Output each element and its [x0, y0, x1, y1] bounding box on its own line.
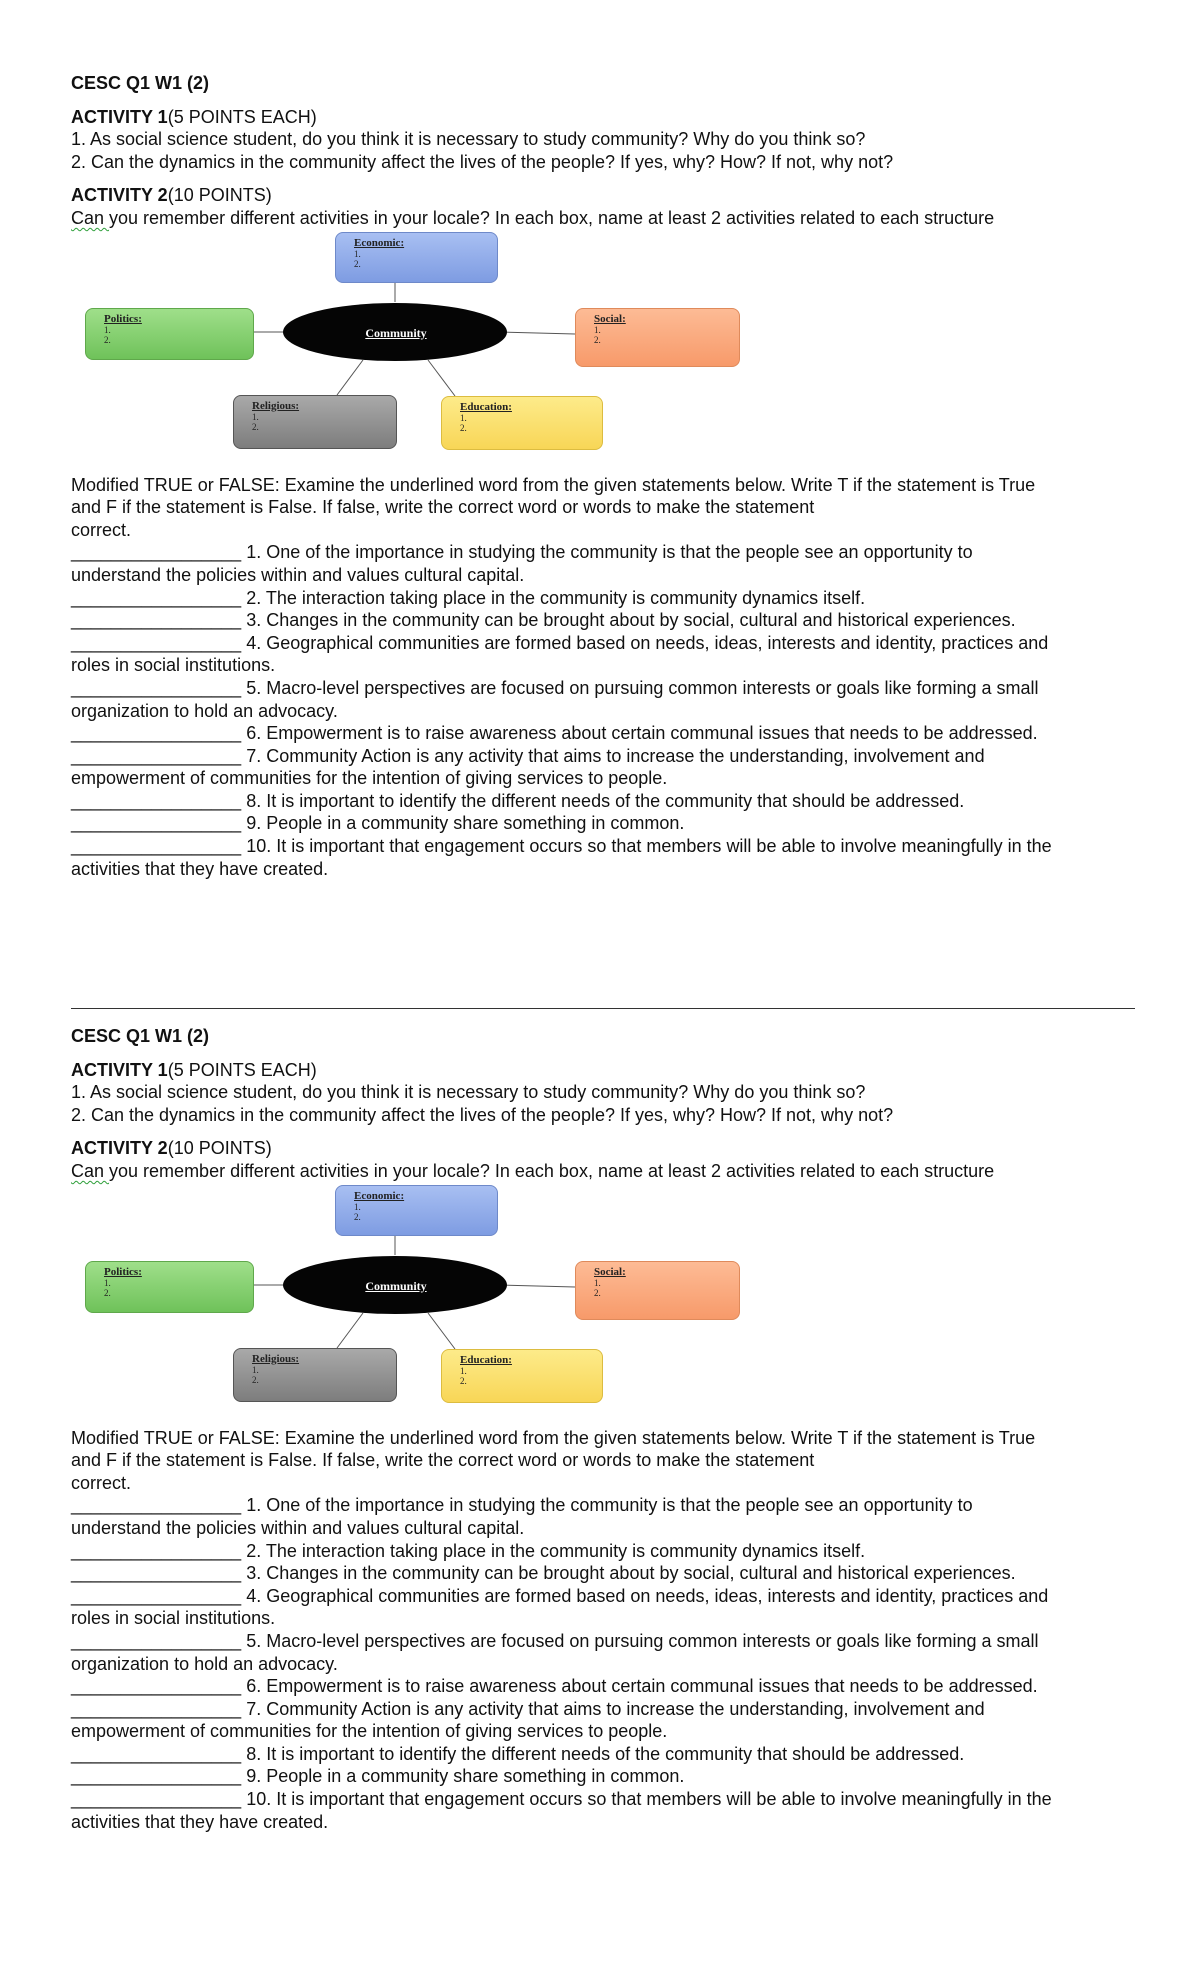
answer-blank[interactable]: _________________ [71, 813, 242, 834]
answer-blank[interactable]: _________________ [71, 1563, 242, 1584]
activity2-heading-label: ACTIVITY 2 [71, 185, 168, 206]
true-false-item [71, 835, 1134, 880]
diagram-center-label: Community [365, 325, 427, 340]
worksheet-copy-top [71, 72, 1134, 880]
answer-blank[interactable]: _________________ [71, 745, 242, 766]
item-statement: 6. Empowerment is to raise awareness about certain communal issues that needs to be addressed. [246, 1676, 1038, 1697]
answer-blank[interactable]: _________________ [71, 677, 242, 698]
activity1-heading [71, 106, 1134, 129]
politics-box: Politics: 1. 2. [85, 1261, 254, 1313]
true-false-instruction: correct. [71, 519, 132, 540]
true-false-instruction: Modified TRUE or FALSE: Examine the underlined word from the given statements below. Write T if the statement is True [71, 474, 1036, 495]
true-false-item [71, 1675, 1134, 1698]
true-false-items [71, 1494, 1134, 1833]
spellcheck-underline: Can [71, 207, 110, 228]
activity2-heading [71, 184, 1134, 207]
worksheet-copy-bottom [71, 1025, 1134, 1833]
activity1-question: 1. As social science student, do you think it is necessary to study community? Why do you think so? [71, 129, 866, 150]
item-statement-continued: activities that they have created. [71, 1811, 329, 1832]
item-statement: 4. Geographical communities are formed based on needs, ideas, interests and identity, practices and [246, 632, 1049, 653]
education-box: Education: 1. 2. [441, 396, 603, 450]
item-statement-continued: understand the policies within and values cultural capital. [71, 564, 525, 585]
answer-blank[interactable]: _________________ [71, 1540, 242, 1561]
item-statement: 9. People in a community share something in common. [246, 813, 685, 834]
true-false-item [71, 1540, 1134, 1563]
community-structure-diagram [73, 1185, 753, 1417]
true-false-item [71, 1562, 1134, 1585]
answer-blank[interactable]: _________________ [71, 1676, 242, 1697]
true-false-item [71, 541, 1134, 586]
activity2-heading [71, 1137, 1134, 1160]
social-box: Social: 1. 2. [575, 308, 740, 367]
economic-box: Economic: 1. 2. [335, 232, 498, 283]
activity1-heading-points: (5 POINTS EACH) [167, 1059, 317, 1080]
item-statement: 1. One of the importance in studying the community is that the people see an opportunity to [246, 1495, 973, 1516]
item-statement: 4. Geographical communities are formed based on needs, ideas, interests and identity, practices and [246, 1585, 1049, 1606]
true-false-item [71, 1698, 1134, 1743]
true-false-item [71, 1743, 1134, 1766]
true-false-instruction: and F if the statement is False. If false, write the correct word or words to make the statement [71, 1450, 815, 1471]
spellcheck-underline: Can [71, 1160, 110, 1181]
answer-blank[interactable]: _________________ [71, 1789, 242, 1810]
answer-blank[interactable]: _________________ [71, 587, 242, 608]
item-statement: 5. Macro-level perspectives are focused on pursuing common interests or goals like forming a small [246, 1630, 1039, 1651]
activity1-heading-label: ACTIVITY 1 [71, 1059, 168, 1080]
item-statement: 10. It is important that engagement occurs so that members will be able to involve meaningfully in the [246, 1789, 1052, 1810]
economic-box: Economic: 1. 2. [335, 1185, 498, 1236]
true-false-item [71, 587, 1134, 610]
activity1-question: 2. Can the dynamics in the community affect the lives of the people? If yes, why? How? If not, why not? [71, 1104, 894, 1125]
worksheet-title: CESC Q1 W1 (2) [71, 73, 210, 93]
religious-box: Religious: 1. 2. [233, 1348, 397, 1402]
true-false-item [71, 1630, 1134, 1675]
true-false-item [71, 745, 1134, 790]
answer-blank[interactable]: _________________ [71, 1698, 242, 1719]
activity1-question: 2. Can the dynamics in the community affect the lives of the people? If yes, why? How? If not, why not? [71, 151, 894, 172]
item-statement-continued: roles in social institutions. [71, 655, 276, 676]
item-statement: 8. It is important to identify the different needs of the community that should be addressed. [246, 790, 965, 811]
true-false-item [71, 1494, 1134, 1539]
diagram-center-label: Community [365, 1278, 427, 1293]
item-statement-continued: activities that they have created. [71, 858, 329, 879]
activity2-heading-label: ACTIVITY 2 [71, 1138, 168, 1159]
politics-box: Politics: 1. 2. [85, 308, 254, 360]
true-false-item [71, 677, 1134, 722]
answer-blank[interactable]: _________________ [71, 723, 242, 744]
item-statement-continued: understand the policies within and values cultural capital. [71, 1517, 525, 1538]
true-false-item [71, 1585, 1134, 1630]
item-statement: 7. Community Action is any activity that aims to increase the understanding, involvement and [246, 1698, 985, 1719]
item-statement: 8. It is important to identify the different needs of the community that should be addressed. [246, 1743, 965, 1764]
true-false-item [71, 632, 1134, 677]
item-statement-continued: empowerment of communities for the intention of giving services to people. [71, 768, 668, 789]
item-statement: 2. The interaction taking place in the community is community dynamics itself. [246, 587, 866, 608]
education-box: Education: 1. 2. [441, 1349, 603, 1403]
item-statement-continued: organization to hold an advocacy. [71, 700, 338, 721]
item-statement: 6. Empowerment is to raise awareness about certain communal issues that needs to be addressed. [246, 723, 1038, 744]
answer-blank[interactable]: _________________ [71, 610, 242, 631]
activity1-heading [71, 1059, 1134, 1082]
activity2-heading-points: (10 POINTS) [167, 185, 272, 206]
item-statement-continued: empowerment of communities for the intention of giving services to people. [71, 1721, 668, 1742]
answer-blank[interactable]: _________________ [71, 1585, 242, 1606]
activity1-question: 1. As social science student, do you think it is necessary to study community? Why do you think so? [71, 1082, 866, 1103]
true-false-instruction: Modified TRUE or FALSE: Examine the underlined word from the given statements below. Write T if the statement is True [71, 1427, 1036, 1448]
item-statement: 2. The interaction taking place in the community is community dynamics itself. [246, 1540, 866, 1561]
answer-blank[interactable]: _________________ [71, 1630, 242, 1651]
activity1-heading-label: ACTIVITY 1 [71, 106, 168, 127]
item-statement: 10. It is important that engagement occurs so that members will be able to involve meaningfully in the [246, 836, 1052, 857]
answer-blank[interactable]: _________________ [71, 1766, 242, 1787]
answer-blank[interactable]: _________________ [71, 836, 242, 857]
true-false-item [71, 812, 1134, 835]
activity2-instruction: Can you remember different activities in your locale? In each box, name at least 2 activities related to each structure [71, 1160, 995, 1181]
answer-blank[interactable]: _________________ [71, 632, 242, 653]
item-statement: 1. One of the importance in studying the community is that the people see an opportunity to [246, 542, 973, 563]
item-statement-continued: organization to hold an advocacy. [71, 1653, 338, 1674]
worksheet-title: CESC Q1 W1 (2) [71, 1026, 210, 1046]
true-false-items [71, 541, 1134, 880]
activity2-instruction: Can you remember different activities in your locale? In each box, name at least 2 activities related to each structure [71, 207, 995, 228]
page-divider [71, 1008, 1135, 1009]
true-false-item [71, 790, 1134, 813]
item-statement: 3. Changes in the community can be brought about by social, cultural and historical experiences. [246, 1563, 1016, 1584]
activity1-heading-points: (5 POINTS EACH) [167, 106, 317, 127]
item-statement: 3. Changes in the community can be brought about by social, cultural and historical experiences. [246, 610, 1016, 631]
item-statement: 9. People in a community share something in common. [246, 1766, 685, 1787]
activity2-heading-points: (10 POINTS) [167, 1138, 272, 1159]
answer-blank[interactable]: _________________ [71, 1743, 242, 1764]
item-statement: 7. Community Action is any activity that aims to increase the understanding, involvement and [246, 745, 985, 766]
answer-blank[interactable]: _________________ [71, 790, 242, 811]
true-false-item [71, 1788, 1134, 1833]
true-false-item [71, 609, 1134, 632]
true-false-item [71, 722, 1134, 745]
answer-blank[interactable]: _________________ [71, 1495, 242, 1516]
community-structure-diagram [73, 232, 753, 464]
item-statement-continued: roles in social institutions. [71, 1608, 276, 1629]
item-statement: 5. Macro-level perspectives are focused on pursuing common interests or goals like forming a small [246, 677, 1039, 698]
social-box: Social: 1. 2. [575, 1261, 740, 1320]
true-false-instruction: and F if the statement is False. If false, write the correct word or words to make the statement [71, 497, 815, 518]
religious-box: Religious: 1. 2. [233, 395, 397, 449]
true-false-instruction: correct. [71, 1472, 132, 1493]
true-false-item [71, 1765, 1134, 1788]
answer-blank[interactable]: _________________ [71, 542, 242, 563]
